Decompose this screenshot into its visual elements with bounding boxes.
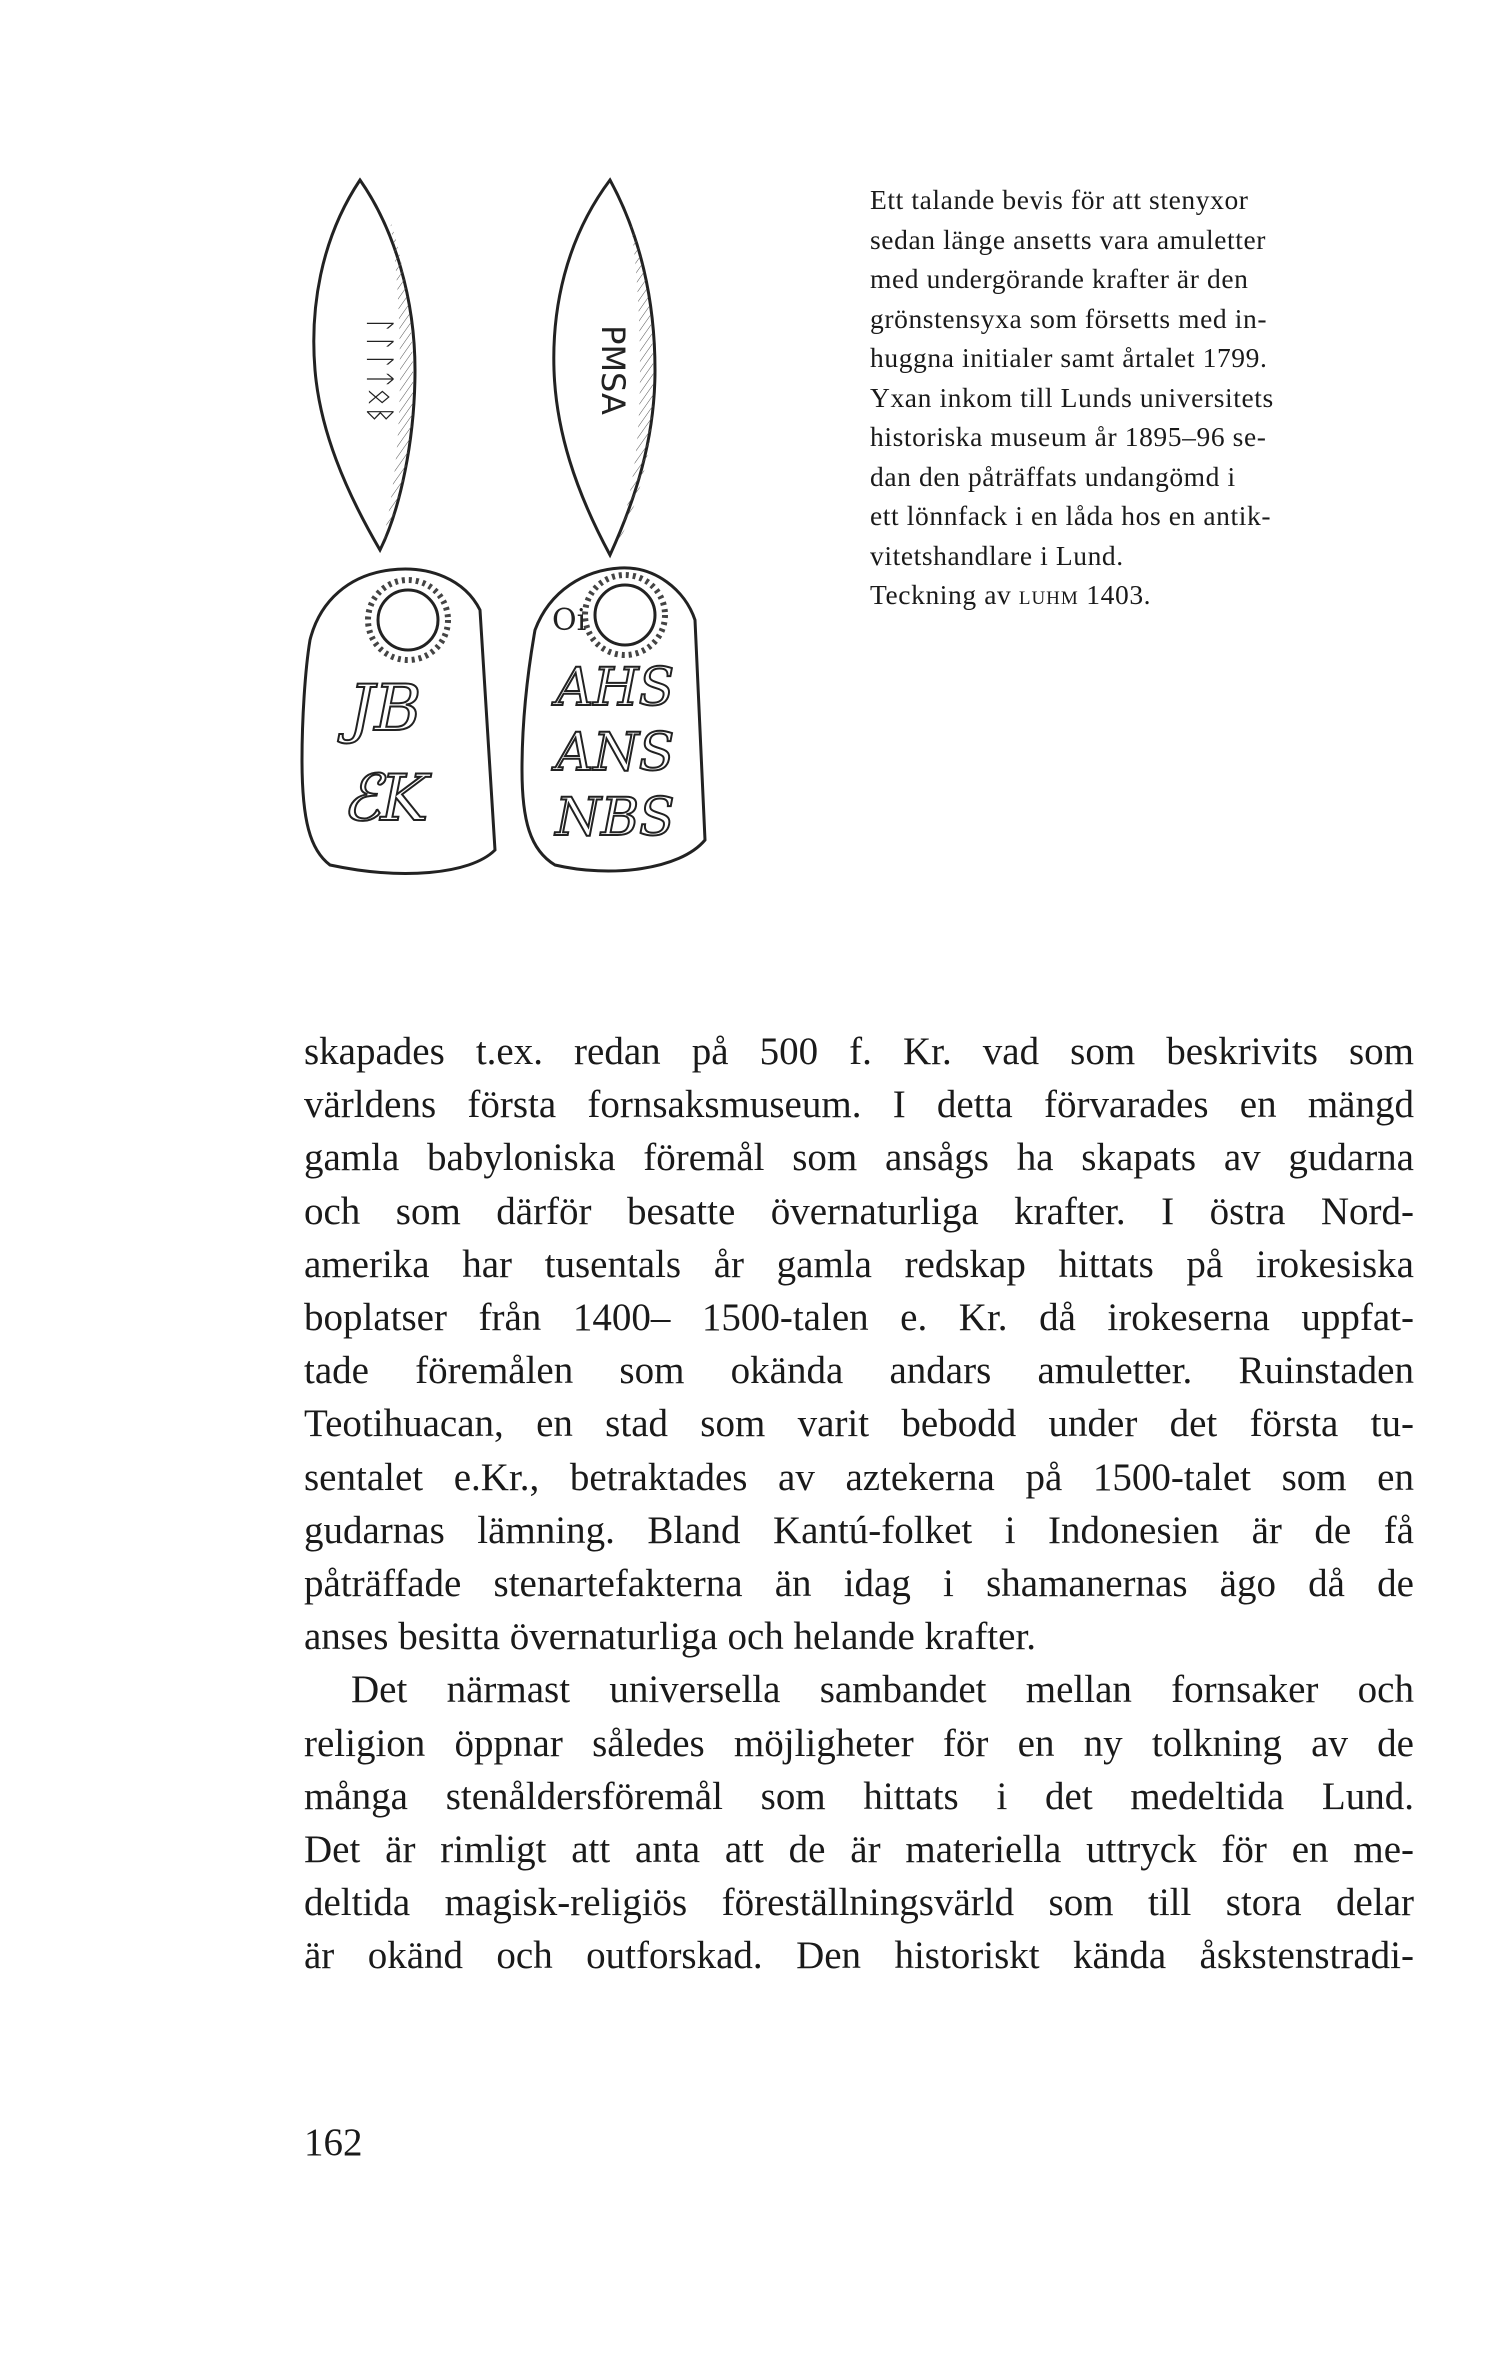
caption-line: Yxan inkom till Lunds universitets [870, 381, 1274, 413]
caption-credit [870, 575, 1340, 615]
text-line: Det är rimligt att anta att de är materiella uttryck för en me- [304, 1828, 1414, 1872]
inscription-bottom-right-a: AHS [555, 658, 675, 718]
text-line: deltida magisk-religiös föreställningsvärld som till stora delar [304, 1881, 1414, 1925]
inscription-bottom-left-b: ℰK [341, 762, 429, 836]
axe-face-right [522, 568, 705, 871]
paragraph-2 [304, 1663, 1414, 1982]
caption-line: dan den påträffats undangömd i [870, 460, 1236, 492]
figure-caption [870, 180, 1340, 615]
page-number: 162 [304, 2121, 363, 2164]
inscription-bottom-right-top: Oi [552, 603, 587, 638]
axe-drawing [290, 160, 850, 960]
caption-line: ett lönnfack i en låda hos en antik- [870, 500, 1272, 531]
text-line: skapades t.ex. redan på 500 f. Kr. vad som beskrivits som [304, 1030, 1414, 1073]
text-line: Det närmast universella sambandet mellan fornsaker och [351, 1668, 1414, 1712]
text-line: gamla babyloniska föremål som ansågs ha skapats av gudarna [304, 1136, 1414, 1180]
caption-line: grönstensyxa som försetts med in- [870, 302, 1268, 334]
text-line: tade föremålen som okända andars amuletter. Ruinstaden [304, 1349, 1414, 1393]
credit-number: 1403. [1078, 579, 1152, 610]
text-line: sentalet e.Kr., betraktades av aztekerna på 1500-talet som en [304, 1455, 1414, 1499]
text-line: gudarnas lämning. Bland Kantú-folket i Indonesien är de få [304, 1508, 1414, 1552]
text-line: amerika har tusentals år gamla redskap hittats på irokesiska [304, 1242, 1414, 1286]
text-line: anses besitta övernaturliga och helande krafter. [304, 1615, 1037, 1659]
inscription-top-right: PMSA [594, 325, 632, 415]
text-line: påträffade stenartefakterna än idag i shamanernas ägo då de [304, 1562, 1414, 1606]
text-line: Teotihuacan, en stad som varit bebodd under det första tu- [304, 1402, 1414, 1446]
caption-line: historiska museum år 1895–96 se- [870, 421, 1267, 452]
caption-line: vitetshandlare i Lund. [870, 539, 1124, 571]
text-line: boplatser från 1400– 1500-talen e. Kr. då irokeserna uppfat- [304, 1296, 1414, 1340]
text-line: är okänd och outforskad. Den historiskt kända åskstenstradi- [304, 1934, 1414, 1978]
body-text [304, 1025, 1414, 1983]
axe-face-left [302, 569, 495, 873]
text-line: religion öppnar således möjligheter för en ny tolkning av de [304, 1721, 1414, 1765]
text-line: och som därför besatte övernaturliga krafter. I östra Nord- [304, 1189, 1414, 1233]
axe-side-view-left [314, 180, 415, 550]
caption-line: med undergörande krafter är den [870, 263, 1249, 294]
paragraph-1 [304, 1025, 1414, 1663]
text-line: många stenåldersföremål som hittats i det medeltida Lund. [304, 1774, 1414, 1818]
axe-illustration [290, 160, 850, 960]
caption-line: huggna initialer samt årtalet 1799. [870, 342, 1268, 373]
axe-side-view-right [554, 180, 655, 555]
inscription-bottom-right-b: ANS [555, 723, 675, 783]
inscription-bottom-left-a: JB [348, 672, 422, 746]
text-line: världens första fornsaksmuseum. I detta förvarades en mängd [304, 1083, 1414, 1127]
caption-line: Ett talande bevis för att stenyxor [870, 184, 1249, 215]
credit-abbrev: luhm [1018, 579, 1079, 610]
caption-line: sedan länge ansetts vara amuletter [870, 223, 1267, 255]
inscription-top-left: ᛚᛚᛚᛏᛟᛒ [362, 316, 397, 424]
inscription-bottom-right-c: NBS [555, 788, 675, 848]
credit-prefix: Teckning av [870, 579, 1019, 610]
